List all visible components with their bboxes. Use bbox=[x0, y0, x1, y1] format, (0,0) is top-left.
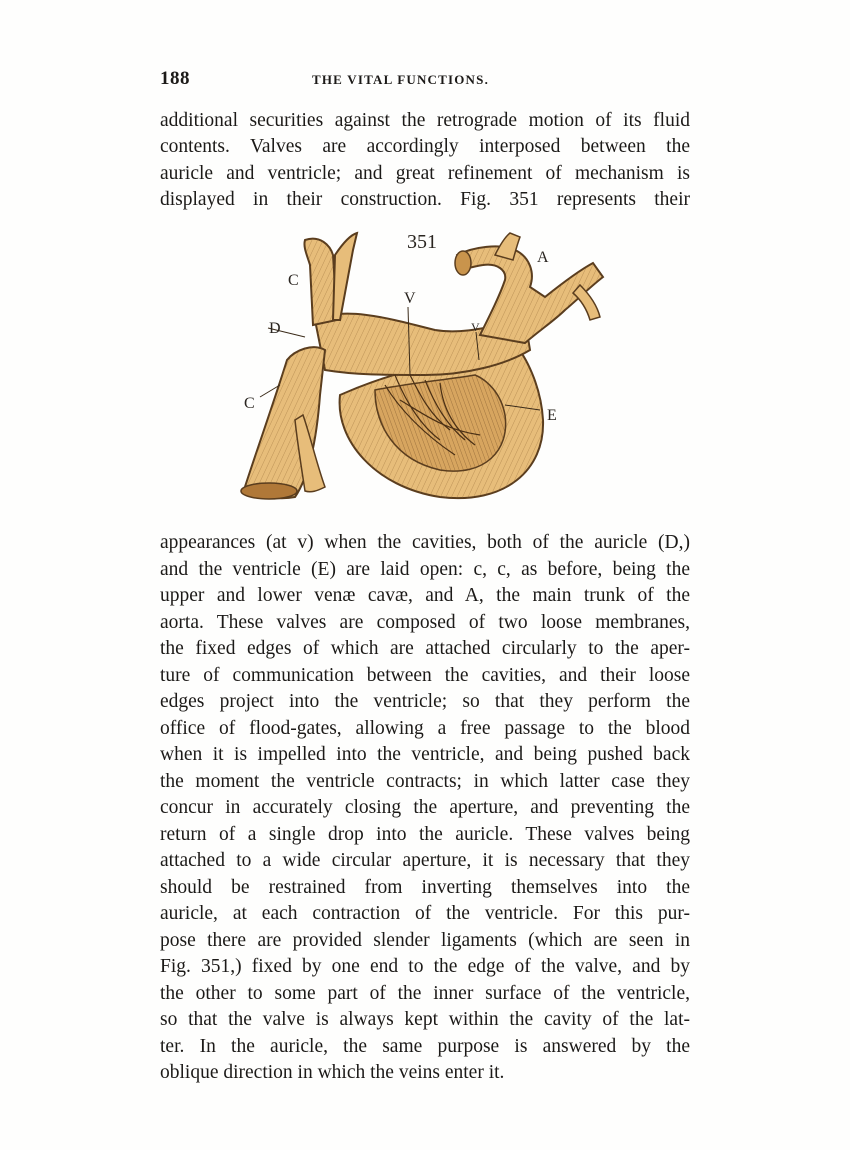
figure-number: 351 bbox=[407, 231, 437, 253]
text-line: return of a single drop into the auricle. These valves being bbox=[160, 823, 690, 845]
label-v-left: V bbox=[404, 290, 416, 307]
text-line: appearances (at v) when the cavities, both of the auricle (D,) bbox=[160, 532, 690, 553]
text-line: upper and lower venæ cavæ, and A, the main trunk of the bbox=[160, 585, 690, 606]
text-line: displayed in their construction. Fig. 351 represents their bbox=[160, 188, 690, 210]
label-c-upper: C bbox=[288, 272, 299, 289]
paragraph-top bbox=[160, 108, 690, 213]
text-line: concur in accurately closing the aperture, and preventing the bbox=[160, 797, 690, 818]
label-c-lower: C bbox=[244, 395, 255, 412]
label-e: E bbox=[547, 407, 557, 424]
text-line: attached to a wide circular aperture, it is necessary that they bbox=[160, 850, 690, 871]
paragraph-bottom bbox=[160, 530, 690, 1087]
text-line: aorta. These valves are composed of two loose membranes, bbox=[160, 611, 690, 633]
text-line: additional securities against the retrograde motion of its fluid bbox=[160, 110, 690, 131]
text-line: should be restrained from inverting themselves into the bbox=[160, 876, 690, 898]
text-line: Fig. 351,) fixed by one end to the edge of the valve, and by bbox=[160, 956, 690, 977]
text-line: the moment the ventricle contracts; in which latter case they bbox=[160, 770, 690, 792]
heart-illustration bbox=[225, 225, 625, 515]
page-number: 188 bbox=[160, 68, 190, 89]
text-line: contents. Valves are accordingly interposed between the bbox=[160, 136, 690, 158]
text-line: ter. In the auricle, the same purpose is answered by the bbox=[160, 1035, 690, 1057]
text-line: oblique direction in which the veins enter it. bbox=[160, 1062, 505, 1083]
text-line: so that the valve is always kept within the cavity of the lat- bbox=[160, 1009, 690, 1030]
text-line: when it is impelled into the ventricle, and being pushed back bbox=[160, 744, 690, 765]
running-head bbox=[160, 68, 690, 92]
text-line: the fixed edges of which are attached circularly to the aper- bbox=[160, 638, 690, 659]
running-title: THE VITAL FUNCTIONS. bbox=[312, 72, 490, 87]
text-line: office of flood-gates, allowing a free passage to the blood bbox=[160, 717, 690, 739]
label-d: D bbox=[269, 320, 281, 337]
text-line: pose there are provided slender ligaments (which are seen in bbox=[160, 929, 690, 951]
text-line: auricle, at each contraction of the ventricle. For this pur- bbox=[160, 903, 690, 924]
text-line: ture of communication between the cavities, and their loose bbox=[160, 664, 690, 686]
label-a: A bbox=[537, 249, 549, 266]
text-line: and the ventricle (E) are laid open: c, c, as before, being the bbox=[160, 558, 690, 580]
heart-valve-figure bbox=[225, 225, 625, 515]
text-line: auricle and ventricle; and great refinement of mechanism is bbox=[160, 162, 690, 184]
text-line: edges project into the ventricle; so that they perform the bbox=[160, 691, 690, 712]
label-v-right: V bbox=[471, 320, 480, 334]
text-line: the other to some part of the inner surface of the ventricle, bbox=[160, 982, 690, 1004]
